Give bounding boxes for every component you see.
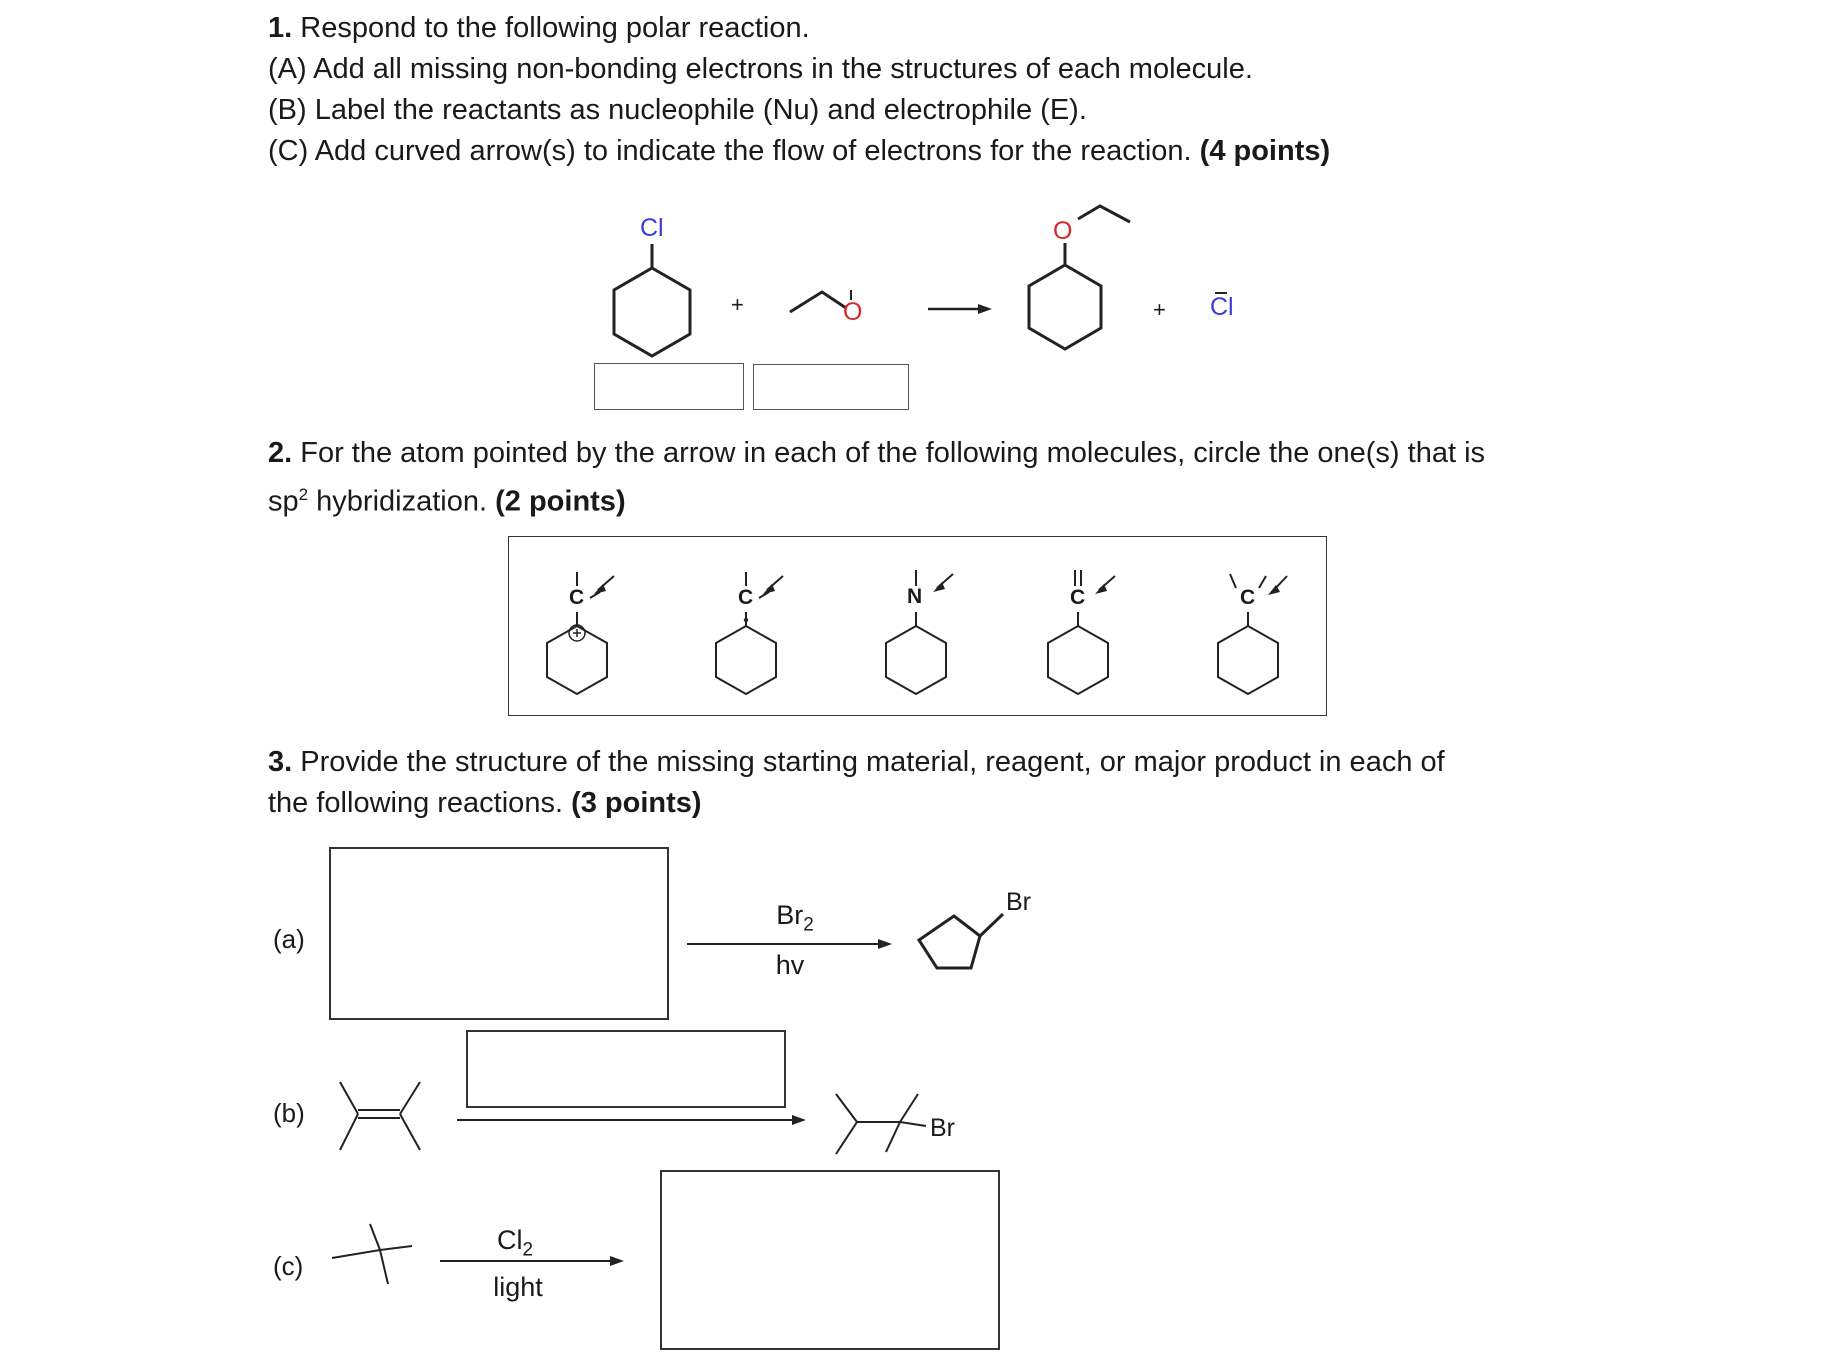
q2-atom-3: N <box>907 585 923 608</box>
q2-atom-4: C <box>1070 586 1086 609</box>
q3a-product-br: Br <box>1006 888 1031 916</box>
q3a-cyclopentane <box>919 916 980 968</box>
q1-plus-2: + <box>1153 297 1166 322</box>
q2-line-2: $sp^2$ hybridization. (2 points) <box>268 485 626 518</box>
q2-line-1: 2. For the atom pointed by the arrow in each of the following molecules, circle the one(s) that is <box>268 437 1486 469</box>
q3c-reagent-bottom: light <box>493 1272 543 1302</box>
q1-cl-product: Cl <box>1210 293 1234 321</box>
q3-line-2: the following reactions. (3 points) <box>268 787 702 819</box>
q3-line-1: 3. Provide the structure of the missing starting material, reagent, or major product in each of <box>268 746 1445 778</box>
q3a-reagent-top: $Br_2$ <box>776 900 814 936</box>
q1-o-reactant: O <box>843 298 863 326</box>
q3c-reagent-top: $Cl_2$ <box>496 1225 534 1261</box>
q1-title-line: 1. Respond to the following polar reaction. <box>268 12 810 44</box>
q3b-starting-alkene <box>340 1082 420 1150</box>
q1-part-a: (A) Add all missing non-bonding electrons in the structures of each molecule. <box>268 53 1253 85</box>
q1-o-product: O <box>1053 217 1073 245</box>
q1-part-c-line: (C) Add curved arrow(s) to indicate the flow of electrons for the reaction. (4 points) <box>268 135 1331 167</box>
q3c-starting-isobutane <box>332 1224 412 1284</box>
q3b-label: (b) <box>273 1098 305 1128</box>
q2-atom-5: C <box>1240 586 1256 609</box>
q3a-reagent-bottom: hv <box>775 950 805 980</box>
q2-atom-1: C <box>569 586 585 609</box>
q3a-label: (a) <box>273 924 305 954</box>
q1-cl-reactant: Cl <box>640 214 664 242</box>
q3b-product <box>836 1094 926 1154</box>
q3b-product-br: Br <box>930 1114 955 1142</box>
q3c-label: (c) <box>273 1251 304 1281</box>
q2-atom-2: C <box>738 586 754 609</box>
q1-part-b: (B) Label the reactants as nucleophile (Nu) and electrophile (E). <box>268 94 1087 126</box>
q1-plus-1: + <box>731 292 744 317</box>
